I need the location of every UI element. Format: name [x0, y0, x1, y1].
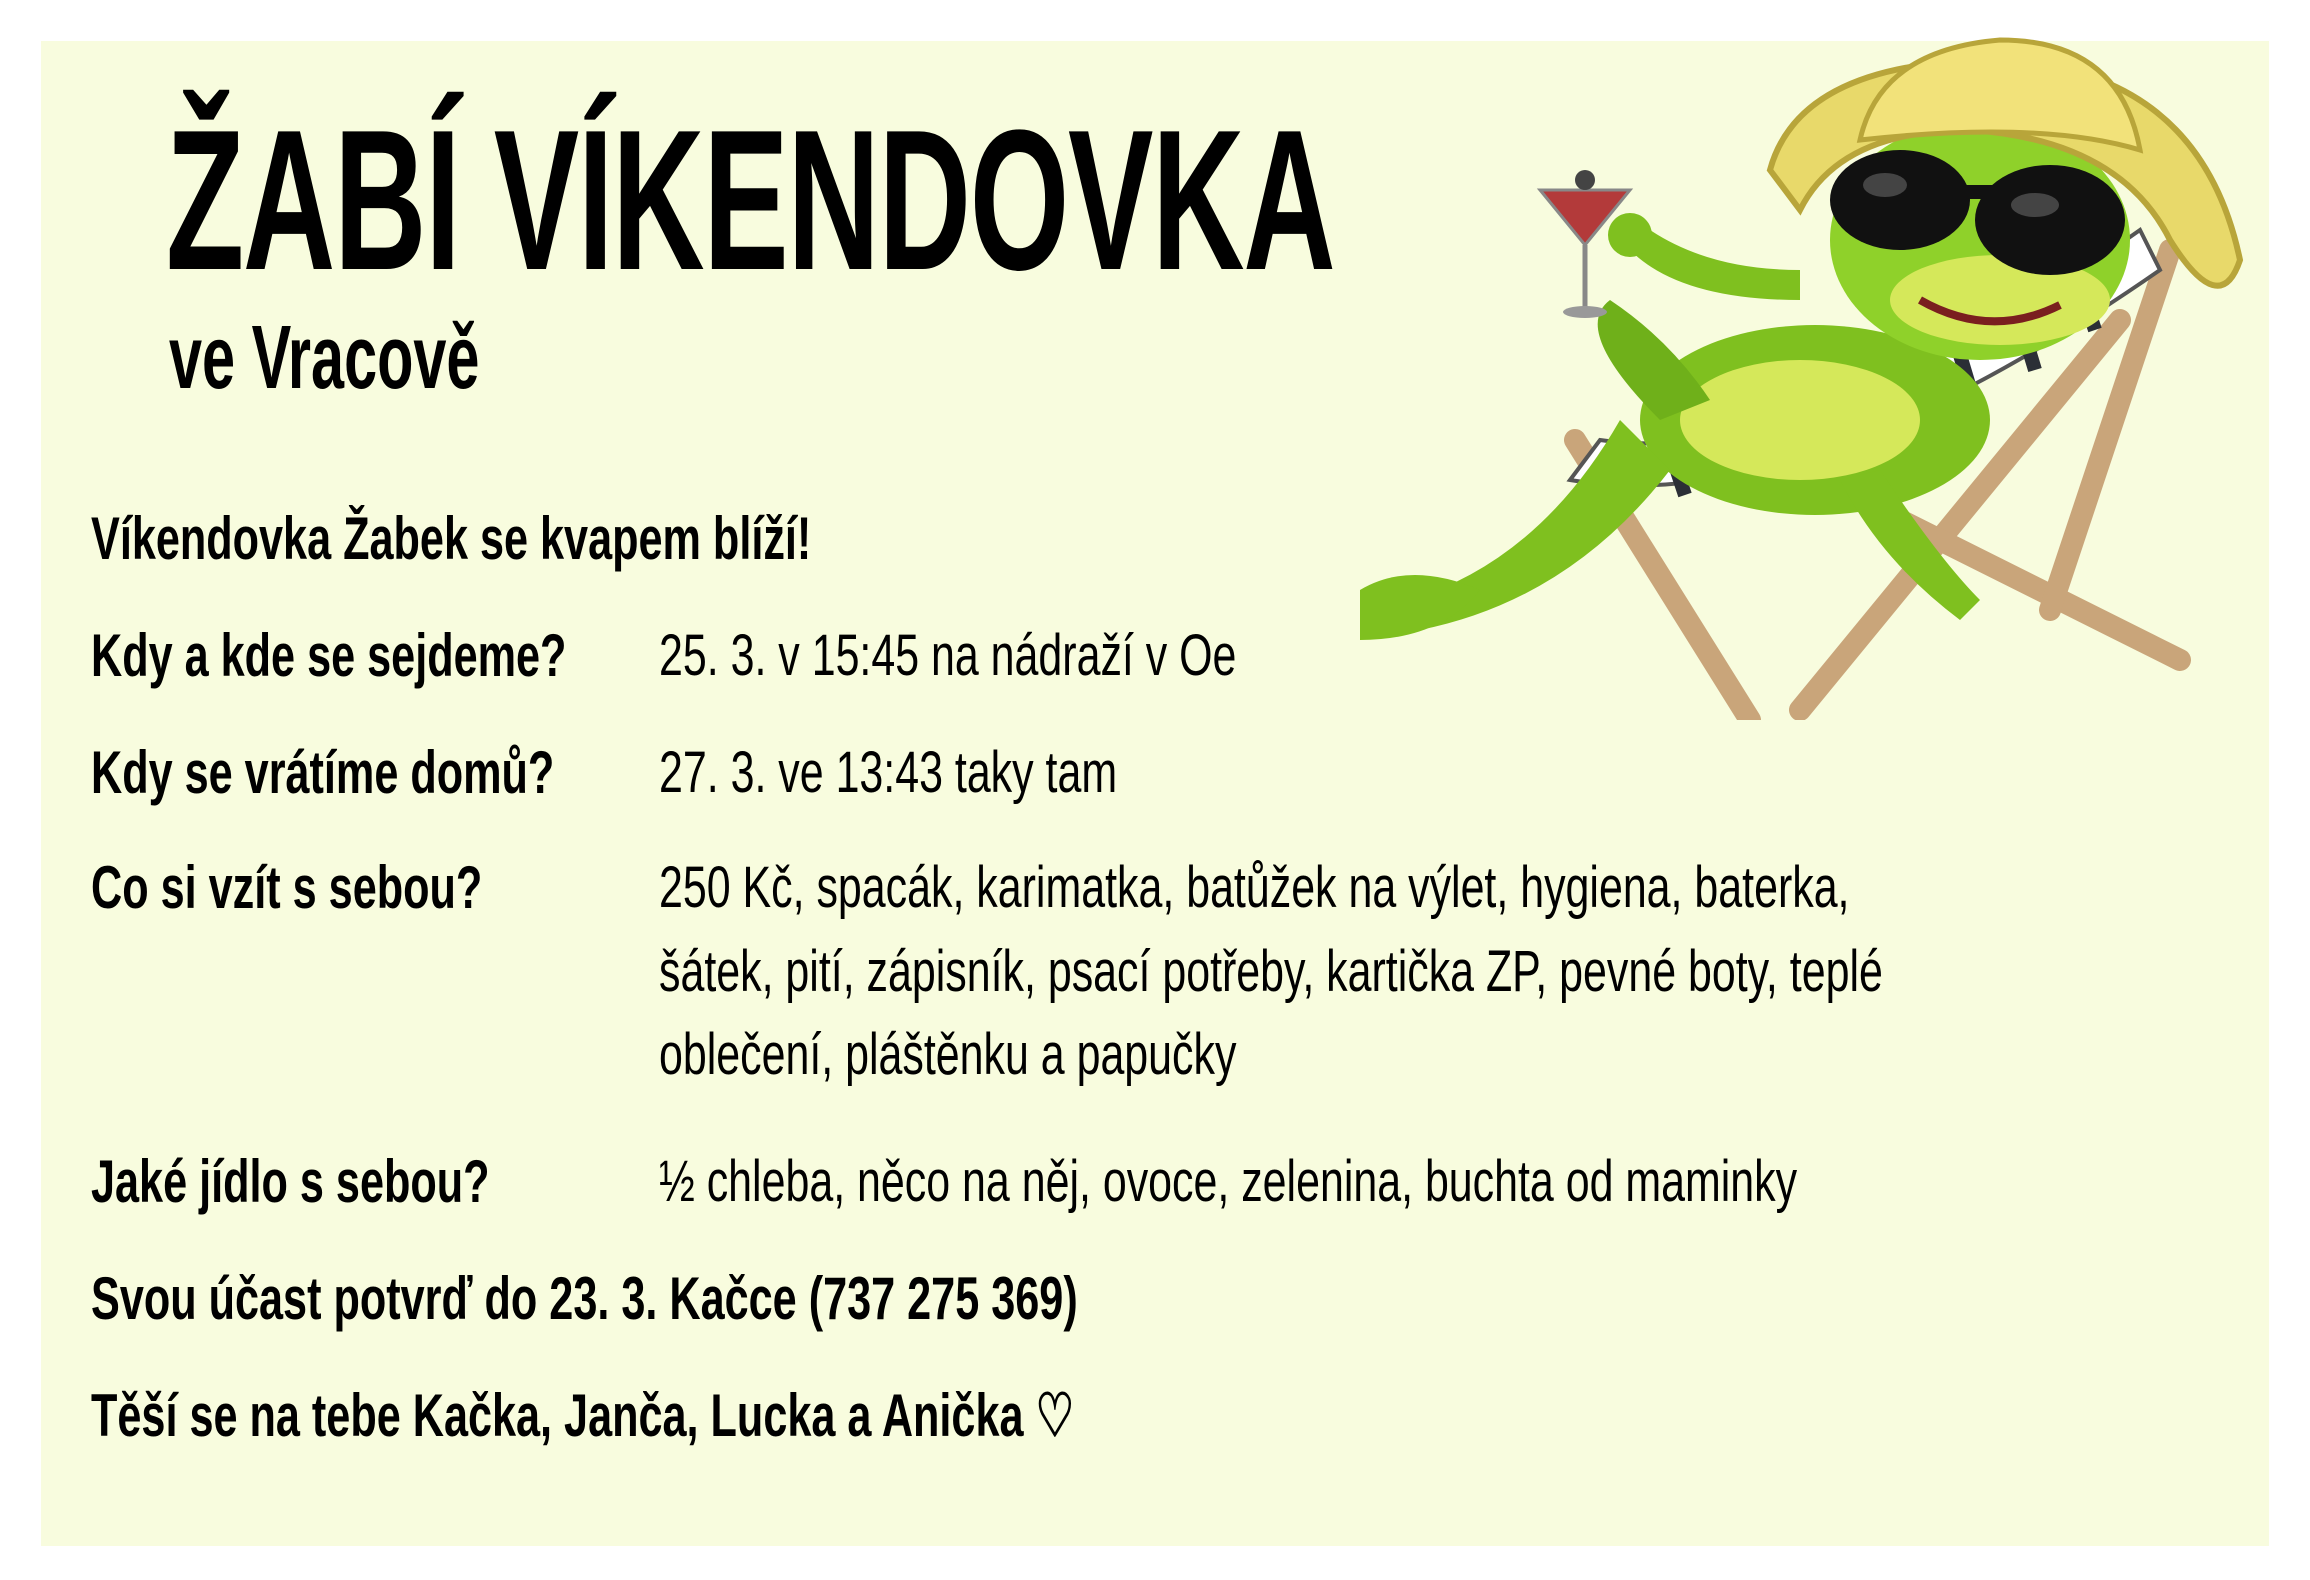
confirm-text: Svou účast potvrď do 23. 3. Kačce (737 275 369)	[91, 1265, 1078, 1332]
detail-value-food: ½ chleba, něco na něj, ovoce, zelenina, buchta od maminky	[659, 1149, 1798, 1214]
detail-value-packing-line-2: šátek, pití, zápisník, psací potřeby, kartička ZP, pevné boty, teplé	[659, 939, 1883, 1004]
page-title: ŽABÍ VÍKENDOVKA	[166, 89, 1335, 312]
signoff-text: Těší se na tebe Kačka, Janča, Lucka a Anička ♡	[91, 1382, 1075, 1449]
detail-value-return: 27. 3. ve 13:43 taky tam	[659, 740, 1118, 805]
detail-label-meeting: Kdy a kde se sejdeme?	[91, 622, 567, 689]
detail-value-packing-line-3: oblečení, pláštěnku a papučky	[659, 1022, 1237, 1087]
page-subtitle: ve Vracově	[169, 308, 480, 408]
frog-in-deckchair-icon	[1240, 0, 2270, 720]
detail-value-packing-line-1: 250 Kč, spacák, karimatka, batůžek na výlet, hygiena, baterka,	[659, 855, 1850, 920]
detail-value-meeting: 25. 3. v 15:45 na nádraží v Oe	[659, 623, 1237, 688]
detail-label-return: Kdy se vrátíme domů?	[91, 739, 555, 806]
detail-label-packing: Co si vzít s sebou?	[91, 854, 483, 921]
detail-label-food: Jaké jídlo s sebou?	[91, 1148, 490, 1215]
intro-text: Víkendovka Žabek se kvapem blíží!	[91, 505, 812, 572]
